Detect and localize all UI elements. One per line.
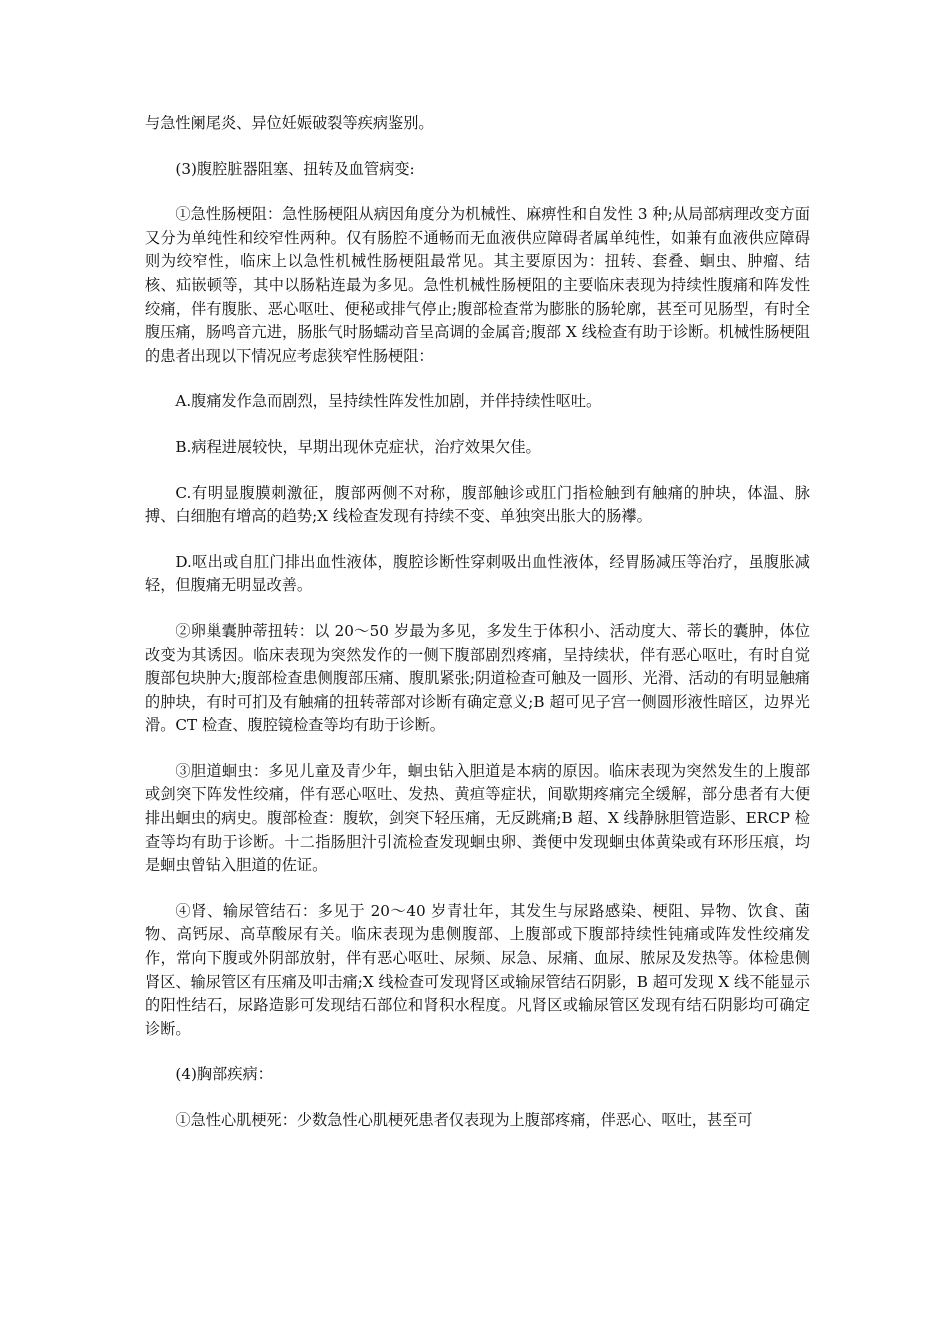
paragraph-intestinal-obstruction: ①急性肠梗阻：急性肠梗阻从病因角度分为机械性、麻痹性和自发性 3 种;从局部病理改变方面又分为单纯性和绞窄性两种。仅有肠腔不通畅而无血液供应障碍者属单纯性，如兼有血液供应障碍则为绞窄性，临床上以急性机械性肠梗阻最常见。其主要原因为：扭转、套叠、蛔虫、肿瘤、结核、疝嵌顿等，其中以肠粘连最为多见。急性机械性肠梗阻的主要临床表现为持续性腹痛和阵发性绞痛，伴有腹胀、恶心呕吐、便秘或排气停止;腹部检查常为膨胀的肠轮廓，甚至可见肠型，有时全腹压痛，肠鸣音亢进，肠胀气时肠蠕动音呈高调的金属音;腹部 X 线检查有助于诊断。机械性肠梗阻的患者出现以下情况应考虑狭窄性肠梗阻：: [145, 205, 810, 365]
list-item-a: A.腹痛发作急而剧烈，呈持续性阵发性加剧，并伴持续性呕吐。: [175, 392, 602, 411]
paragraph-biliary-ascariasis: ③胆道蛔虫：多见儿童及青少年，蛔虫钻入胆道是本病的原因。临床表现为突然发生的上腹部或剑突下阵发性绞痛，伴有恶心呕吐、发热、黄疸等症状，间歇期疼痛完全缓解，部分患者有大便排出蛔虫的病史。腹部检查：腹软，剑突下轻压痛，无反跳痛;B 超、X 线静脉胆管造影、ERCP 检查等均有助于诊断。十二指肠胆汁引流检查发现蛔虫卵、粪便中发现蛔虫体黄染或有环形压痕，均是蛔虫曾钻入胆道的佐证。: [145, 761, 810, 875]
paragraph-myocardial-infarction: ①急性心肌梗死：少数急性心肌梗死患者仅表现为上腹部疼痛，伴恶心、呕吐，甚至可: [175, 1111, 753, 1129]
paragraph-ovarian-cyst-torsion: ②卵巢囊肿蒂扭转：以 20～50 岁最为多见，多发生于体积小、活动度大、蒂长的囊肿，体位改变为其诱因。临床表现为突然发作的一侧下腹部剧烈疼痛，呈持续状，伴有恶心呕吐，有时自觉腹部包块肿大;腹部检查患侧腹部压痛、腹肌紧张;阴道检查可触及一圆形、光滑、活动的有明显触痛的肿块，有时可扪及有触痛的扭转蒂部对诊断有确定意义;B 超可见子宫一侧圆形液性暗区，边界光滑。CT 检查、腹腔镜检查等均有助于诊断。: [145, 621, 810, 735]
section-heading-chest-disease: (4)胸部疾病：: [175, 1065, 273, 1084]
list-item-b: B.病程进展较快，早期出现休克症状，治疗效果欠佳。: [175, 437, 541, 456]
section-heading-abdominal-obstruction: (3)腹腔脏器阻塞、扭转及血管病变:: [175, 159, 415, 178]
list-item-c: C.有明显腹膜刺激征，腹部两侧不对称，腹部触诊或肛门指检触到有触痛的肿块，体温、脉搏、白细胞有增高的趋势;X 线检查发现有持续不变、单独突出胀大的肠襻。: [145, 483, 810, 526]
paragraph-continuation: 与急性阑尾炎、异位妊娠破裂等疾病鉴别。: [145, 114, 434, 132]
document-body: [145, 112, 810, 1155]
list-item-d: D.呕出或自肛门排出血性液体，腹腔诊断性穿刺吸出血性液体，经胃肠减压等治疗，虽腹胀减轻，但腹痛无明显改善。: [145, 552, 810, 595]
paragraph-urinary-stones: ④肾、输尿管结石：多见于 20～40 岁青壮年，其发生与尿路感染、梗阻、异物、饮食、菌物、高钙尿、高草酸尿有关。临床表现为患侧腹部、上腹部或下腹部持续性钝痛或阵发性绞痛发作，常向下腹或外阴部放射，伴有恶心呕吐、尿频、尿急、尿痛、血尿、脓尿及发热等。体检患侧肾区、输尿管区有压痛及叩击痛;X 线检查可发现肾区或输尿管结石阴影，B 超可发现 X 线不能显示的阳性结石，尿路造影可发现结石部位和肾积水程度。凡肾区或输尿管区发现有结石阴影均可确定诊断。: [145, 901, 810, 1038]
